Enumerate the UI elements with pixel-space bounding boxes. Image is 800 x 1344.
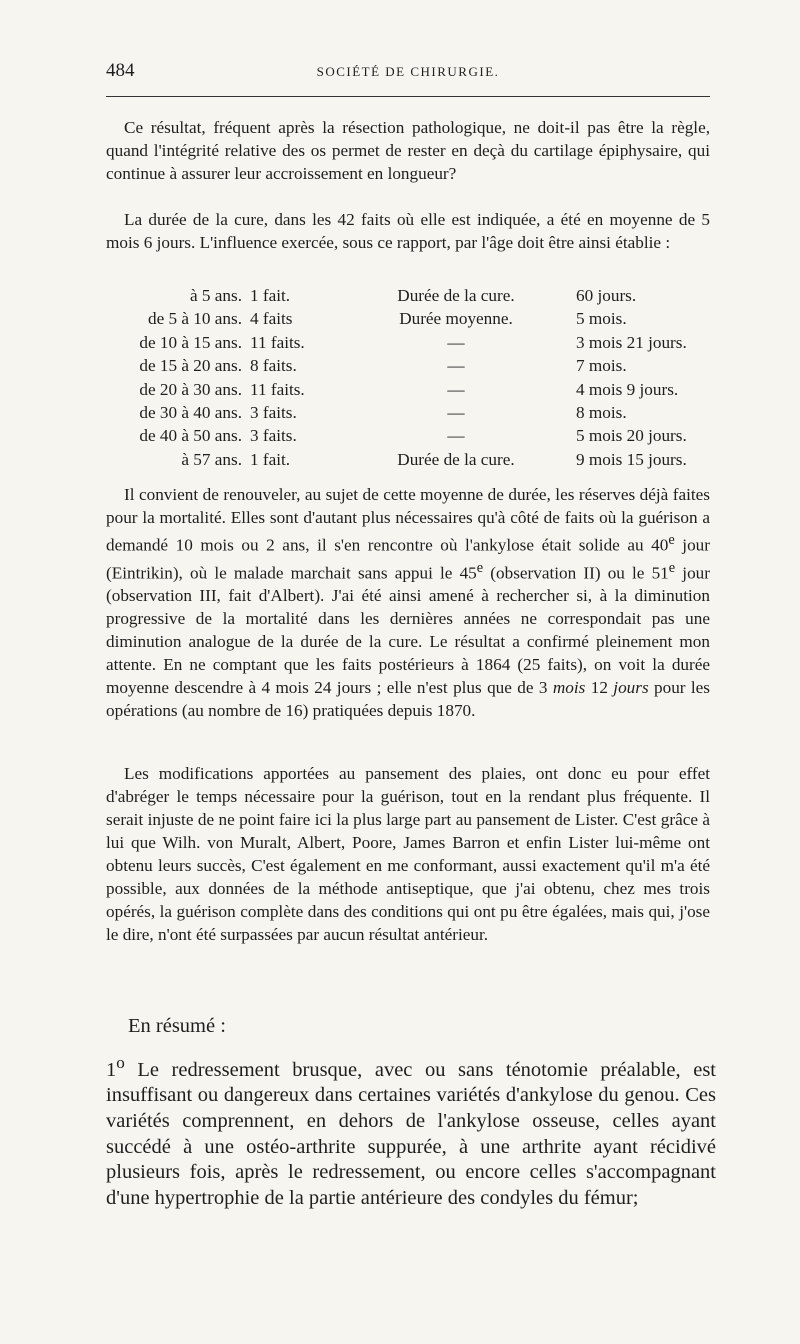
conclusion-text: Le redressement brusque, avec ou sans ténotomie préalable, est insuffisant ou dangereux dans certaines variétés d'ankylose du genou. Ces variétés comprennent, en dehors de l'ankylose osseuse, celles ayant succédé à une ostéo-arthrite suppurée, à une arthrite ayant récidivé plusieurs fois, après le redressement, ou encore celles s'accompagnant d'une hypertrophie de la partie antérieure des condyles du fémur;	[106, 1058, 716, 1209]
age-range: de 15 à 20 ans.	[139, 356, 242, 376]
italic-mois: mois	[552, 678, 586, 698]
duration-label: Durée moyenne.	[399, 309, 513, 329]
superscript-e: e	[668, 559, 676, 576]
paragraph-3-text-b: jour (Eintrikin), où le malade marchait sans appui le 45	[106, 535, 710, 583]
age-range: de 30 à 40 ans.	[139, 402, 242, 422]
table-row	[106, 286, 726, 309]
paragraph-3-text-a: Il convient de renouveler, au sujet de cette moyenne de durée, les réserves déjà faites pour la mortalité. Elles sont d'autant plus nécessaires qu'à côté de faits où la guérison a demandé 10 mois ou 2 ans, il s'en rencontre où l'ankylose était solide au 40	[106, 485, 710, 555]
duration-value: 8 mois.	[576, 402, 627, 422]
paragraph-3-text-f: pour les opérations (au nombre de 16) pratiquées depuis 1870.	[106, 678, 710, 721]
superscript-e: e	[476, 559, 484, 576]
duration-label: —	[447, 426, 465, 446]
table-row	[106, 380, 726, 403]
paragraph-4-text: Les modifications apportées au pansement des plaies, ont donc eu pour effet d'abréger le temps nécessaire pour la guérison, tout en la rendant plus fréquente. Il serait injuste de ne point faire ici la plus large part au pansement de Lister. C'est grâce à lui que Wilh. von Muralt, Albert, Poore, James Barron et enfin Lister lui-même ont obtenu leurs succès, C'est également en me conformant, aussi exactement qu'il m'a été possible, aux données de la méthode antiseptique, que j'ai obtenu, chez mes trois opérés, la guérison complète dans des conditions qui ont pu être égalées, mais qui, j'ose le dire, n'ont été surpassées par aucun résultat antérieur.	[106, 764, 710, 944]
paragraph-2	[106, 208, 710, 254]
duration-value: 7 mois.	[576, 356, 627, 376]
duration-value: 5 mois.	[576, 309, 627, 329]
page-number: 484	[106, 60, 135, 81]
case-count: 11 faits.	[250, 332, 305, 352]
paragraph-3-text-e: 12	[585, 678, 614, 698]
paragraph-1-text: Ce résultat, fréquent après la résection pathologique, ne doit-il pas être la règle, quand l'intégrité relative des os permet de rester en deçà du cartilage épiphysaire, qui continue à assurer leur accroissement en longueur?	[106, 118, 710, 183]
age-duration-table	[106, 286, 726, 473]
conclusion-ordinal: o	[116, 1053, 125, 1072]
running-title: SOCIÉTÉ DE CHIRURGIE.	[316, 64, 500, 79]
table-row	[106, 309, 726, 332]
age-range: à 57 ans.	[181, 449, 242, 469]
case-count: 3 faits.	[250, 402, 297, 422]
header-rule	[106, 96, 710, 97]
table-row	[106, 403, 726, 426]
duration-label: Durée de la cure.	[397, 449, 515, 469]
paragraph-4	[106, 762, 710, 946]
duration-value: 9 mois 15 jours.	[576, 449, 687, 469]
paragraph-3-text-c: (observation II) ou le 51	[483, 563, 669, 583]
duration-value: 5 mois 20 jours.	[576, 426, 687, 446]
duration-label: —	[447, 379, 465, 399]
case-count: 3 faits.	[250, 426, 297, 446]
duration-value: 3 mois 21 jours.	[576, 332, 687, 352]
conclusion-1	[106, 1050, 716, 1211]
case-count: 1 fait.	[250, 286, 291, 305]
age-range: de 20 à 30 ans.	[139, 379, 242, 399]
duration-label: —	[447, 332, 465, 352]
paragraph-3-text-d: jour (observation III, fait d'Albert). J'ai été ainsi amené à rechercher si, à la diminution progressive de la mortalité dans les dernières années ne correspondait pas une diminution analogue de la durée de la cure. Le résultat a confirmé pleinement mon attente. En ne comptant que les faits postérieurs à 1864 (25 faits), on voit la durée moyenne descendre à 4 mois 24 jours ; elle n'est plus que de 3	[106, 563, 710, 698]
case-count: 8 faits.	[250, 356, 297, 376]
duration-value: 4 mois 9 jours.	[576, 379, 679, 399]
duration-label: —	[447, 402, 465, 422]
table-row	[106, 450, 726, 473]
table-row	[106, 426, 726, 449]
table-row	[106, 333, 726, 356]
duration-label: Durée de la cure.	[397, 286, 515, 305]
case-count: 4 faits	[250, 309, 293, 329]
age-range: à 5 ans.	[189, 286, 242, 305]
table-row	[106, 356, 726, 379]
age-range: de 5 à 10 ans.	[147, 309, 242, 329]
duration-value: 60 jours.	[576, 286, 637, 305]
age-range: de 10 à 15 ans.	[139, 332, 242, 352]
case-count: 11 faits.	[250, 379, 305, 399]
conclusion-number: 1	[106, 1058, 117, 1081]
italic-jours: jours	[613, 678, 649, 698]
paragraph-2-text: La durée de la cure, dans les 42 faits où elle est indiquée, a été en moyenne de 5 mois 6 jours. L'influence exercée, sous ce rapport, par l'âge doit être ainsi établie :	[106, 210, 710, 252]
duration-label: —	[447, 356, 465, 376]
paragraph-1	[106, 116, 710, 185]
case-count: 1 fait.	[250, 449, 291, 469]
paragraph-3	[106, 483, 710, 722]
resume-heading: En résumé :	[128, 1015, 226, 1037]
age-range: de 40 à 50 ans.	[139, 426, 242, 446]
superscript-e: e	[668, 532, 675, 548]
page-header	[106, 60, 710, 86]
